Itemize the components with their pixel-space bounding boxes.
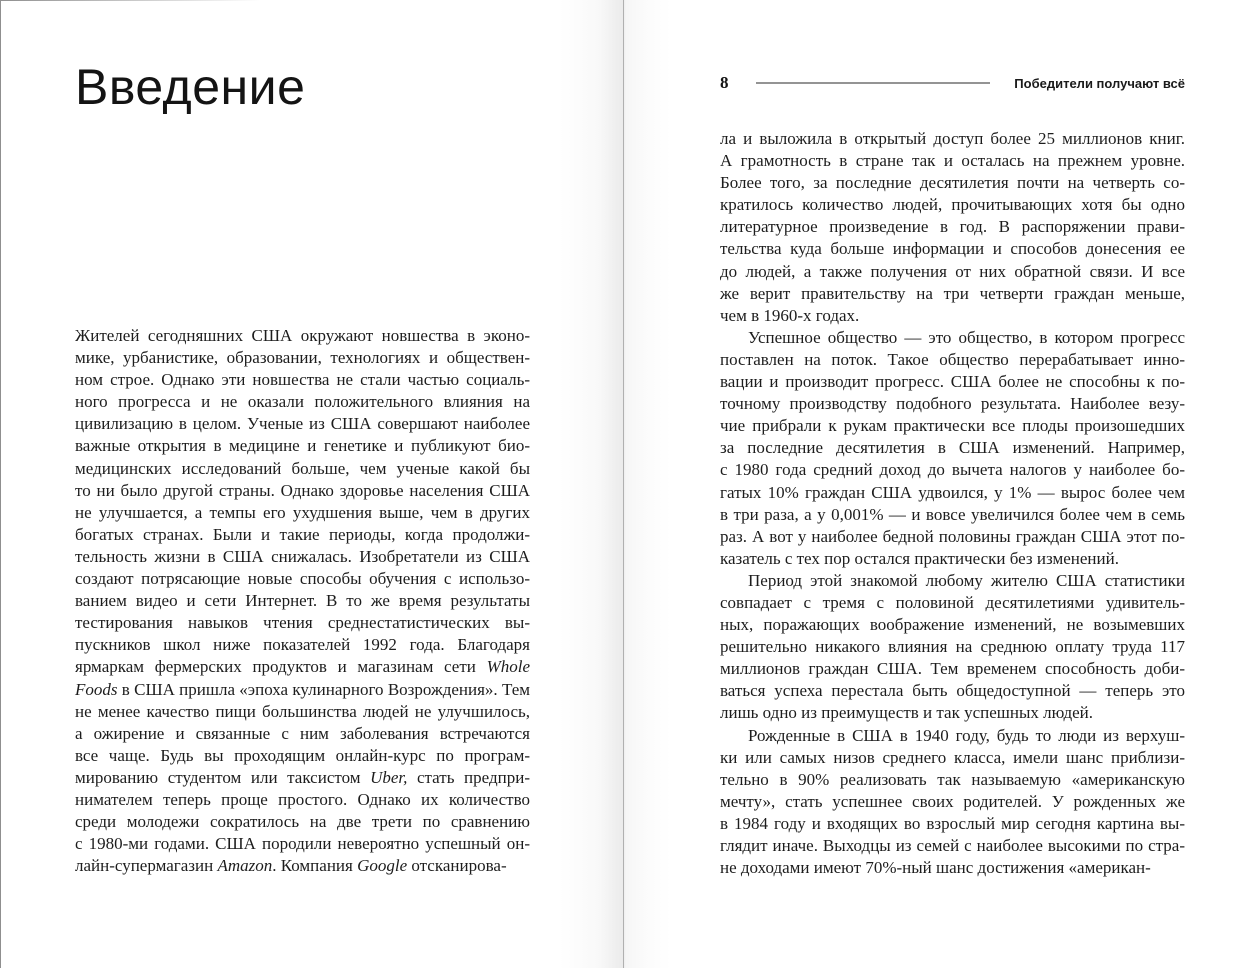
text-line: а ожирение и связанные с ним заболевания встречаются [75,723,530,743]
text-line: тельства куда больше информации и способов донесения ее [720,239,1185,259]
text-line: до людей, а также получения от них обратной связи. И все [720,261,1185,281]
page-left [75,0,530,968]
text-line: богатых странах. Были и такие периоды, когда продолжи- [75,524,530,544]
text-line: лишь одно из преимуществ и так успешных людей. [720,703,1094,723]
text-line: точному производству подобного результата. Наиболее везу- [720,394,1185,414]
text-line: ки или самых низов среднего класса, имели шанс приблизи- [720,747,1185,767]
text-line: медицинских исследований больше, чем ученые какой бы [75,458,530,478]
chapter-title: Введение [75,59,306,115]
text-line: решительно никакого влияния на среднюю оплату труда 117 [720,637,1185,657]
text-line: Рожденные в США в 1940 году, будь то люди из верхуш- [748,725,1185,745]
text-line: с 1980 года средний доход до вычета налогов у наиболее бо- [720,460,1185,480]
text-line: чем в 1960-х годах. [720,305,860,325]
screenshot-top-edge [0,0,260,1]
screenshot-left-edge [0,0,1,968]
text-line: вации и производит прогресс. США более не способны к по- [720,372,1185,392]
text-line: казатель с тех пор остался практически без изменений. [720,548,1119,568]
text-line: Период этой знакомой любому жителю США статистики [748,570,1185,590]
text-line: ла и выложила в открытый доступ более 25 миллионов книг. [720,129,1185,148]
text-line: за последние десятилетия в США изменений. Например, [720,438,1185,458]
text-line: тельно в 90% реализовать так называемую «американскую [720,769,1185,789]
text-line: ваться успеха перестала быть общедоступной — теперь это [720,681,1185,701]
text-line: кратилось количество людей, прочитывающих хотя бы одно [720,195,1185,215]
page-left-body-text [75,325,530,877]
text-line: ного прогресса и не оказали положительного влияния на [75,392,530,412]
page-number: 8 [720,73,729,92]
page-gutter-shadow [559,0,671,968]
text-line: мике, урбанистике, образовании, технологиях и обществен- [75,348,530,368]
text-line: лайн-супермагазин Amazon. Компания Google отсканирова- [75,856,507,876]
running-head [720,73,1185,93]
text-line: нимателем теперь проще простого. Однако их количество [75,789,530,809]
text-line: не доходами имеют 70%-ный шанс достижения «американ- [720,858,1151,878]
text-line: важные открытия в медицине и генетике и публикуют био- [75,436,530,456]
text-line: гатых 10% граждан США удвоился, у 1% — вырос более чем [720,482,1185,502]
text-line: чие прибрали к рукам практически все плоды произошедших [720,416,1185,436]
text-line: глядит иначе. Выходцы из семей с наиболее высокими по стра- [720,836,1185,855]
text-line: создают потрясающие новые способы обучения с использо- [75,569,530,589]
text-line: в три раза, а у 0,001% — и вовсе увеличился более чем в семь [720,504,1185,524]
running-title: Победители получают всё [1014,75,1185,91]
text-line: мированию студентом или таксистом Uber, стать предпри- [75,767,530,787]
text-line: тельность жизни в США снижалась. Изобретатели из США [75,546,530,566]
text-line: литературное произведение в год. В распоряжении прави- [720,217,1185,237]
page-right [720,0,1185,968]
text-line: Жителей сегодняшних США окружают новшества в эконо- [75,326,530,345]
text-line: в 1984 году и входящих во взрослый мир сегодня картина вы- [720,813,1185,833]
text-line: миллионов граждан США. Тем временем способность доби- [720,659,1185,679]
text-line: мечту», стать успешнее своих родителей. У рожденных же [720,791,1185,811]
text-line: поставлен на поток. Такое общество перерабатывает инно- [720,349,1185,369]
text-line: Более того, за последние десятилетия почти на четверть со- [720,173,1185,193]
text-line: ном строе. Однако эти новшества не стали частью социаль- [75,370,530,390]
text-line: совпадает с тремя с половиной десятилетиями удивитель- [720,592,1185,612]
text-line: с 1980-ми годами. США породили невероятно успешный он- [75,834,530,854]
text-line: не менее качество пищи большинства людей не улучшилось, [75,701,530,721]
page-gutter-line [623,0,624,968]
text-line: же верит правительству на три четверти граждан меньше, [720,283,1185,303]
text-line: цивилизацию в целом. Ученые из США совершают наиболее [75,414,530,434]
header-rule [756,82,990,84]
text-line: раз. А вот у наиболее бедной половины граждан США этот по- [720,526,1185,546]
text-line: тестирования навыков чтения среднестатистических вы- [75,613,530,633]
text-line: пускников школ ниже показателей 1992 года. Благодаря [75,635,530,655]
text-line: А грамотность в стране так и осталась на прежнем уровне. [720,151,1185,171]
text-line: то ни было другой страны. Однако здоровье населения США [75,480,530,500]
text-line: ных, поражающих воображение изменений, не возымевших [720,615,1185,635]
text-line: не улучшается, а темпы его ухудшения выше, чем в других [75,502,530,522]
text-line: Успешное общество — это общество, в котором прогресс [748,327,1185,347]
text-line: среди молодежи сократилось на две трети по сравнению [75,812,530,832]
page-right-body-text [720,128,1185,879]
text-line: Foods в США пришла «эпоха кулинарного Возрождения». Тем [75,679,530,699]
text-line: ванием видео и сети Интернет. В то же время результаты [75,591,530,611]
text-line: ярмаркам фермерских продуктов и магазинам сети Whole [75,657,530,677]
text-line: все чаще. Будь вы проходящим онлайн-курс по програм- [75,745,530,765]
